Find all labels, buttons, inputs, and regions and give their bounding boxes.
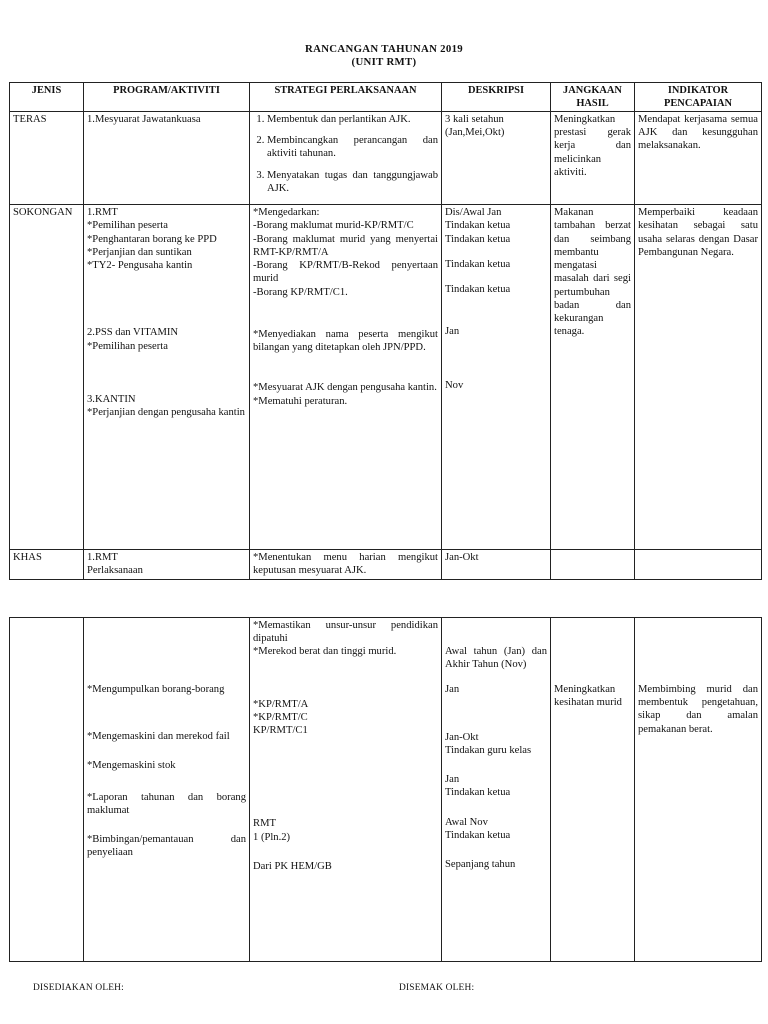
- khas-deskripsi: Jan-Okt: [442, 550, 551, 580]
- list-item: 2. Membincangkan perancangan dan aktiviti tahunan.: [267, 134, 438, 160]
- list-item: Membimbing murid dan membentuk pengetahuan, sikap dan amalan pemakanan berat.: [638, 684, 758, 735]
- page-subtitle: (UNIT RMT): [351, 56, 417, 68]
- cont-program: [84, 618, 250, 962]
- table-row-khas: [10, 550, 762, 580]
- list-item: -Borang KP/RMT/B-Rekod penyertaan murid: [253, 260, 438, 285]
- list-item: Jan: [445, 326, 460, 338]
- list-item: *Laporan tahunan dan borang maklumat: [87, 791, 246, 816]
- cont-jenis: [10, 618, 84, 962]
- list-item: 1 (Pln.2): [253, 831, 291, 843]
- sokongan-indikator: Memperbaiki keadaan kesihatan sebagai satu usaha selaras dengan Dasar Pembangunan Negara.: [635, 205, 762, 550]
- khas-indikator: [635, 550, 762, 580]
- list-item: *Mengemaskini dan merekod fail: [87, 731, 230, 743]
- list-item: *Mengumpulkan borang-borang: [87, 684, 225, 695]
- header-indikator: INDIKATOR PENCAPAIAN: [635, 83, 762, 112]
- list-item: *Mesyuarat AJK dengan pengusaha kantin.: [253, 382, 437, 394]
- plan-table-continued: [9, 617, 762, 962]
- sokongan-jenis: SOKONGAN: [10, 205, 84, 550]
- teras-program: 1.Mesyuarat Jawatankuasa: [84, 112, 250, 205]
- header-deskripsi: DESKRIPSI: [442, 83, 551, 112]
- checked-by-label: DISEMAK OLEH:: [399, 983, 475, 993]
- list-item: *Memastikan unsur-unsur pendidikan dipatuhi: [253, 620, 438, 645]
- list-item: Jan: [445, 774, 460, 786]
- list-item: *Pemilihan peserta: [87, 220, 168, 232]
- list-item: Dis/Awal Jan: [445, 207, 502, 219]
- header-program: PROGRAM/AKTIVITI: [84, 83, 250, 112]
- header-strategi: STRATEGI PERLAKSANAAN: [250, 83, 442, 112]
- list-item: Tindakan ketua: [445, 220, 511, 232]
- list-item: Awal tahun (Jan) dan Akhir Tahun (Nov): [445, 646, 547, 671]
- cont-deskripsi: [442, 618, 551, 962]
- list-item: RMT: [253, 818, 276, 830]
- list-item: Tindakan ketua: [445, 787, 511, 799]
- list-item: *Penghantaran borang ke PPD: [87, 233, 217, 245]
- list-item: Tindakan ketua: [445, 233, 511, 245]
- khas-strategi: *Menentukan menu harian mengikut keputusan mesyuarat AJK.: [250, 550, 442, 580]
- list-item: Jan-Okt: [445, 731, 479, 743]
- list-item: 1. Membentuk dan perlantikan AJK.: [267, 113, 438, 126]
- list-item: Tindakan ketua: [445, 258, 511, 270]
- header-jangkaan: JANGKAAN HASIL: [551, 83, 635, 112]
- list-item: KP/RMT/C1: [253, 725, 308, 737]
- teras-strategi: [250, 112, 442, 205]
- khas-jangkaan: [551, 550, 635, 580]
- list-item: Tindakan ketua: [445, 284, 511, 296]
- teras-deskripsi: 3 kali setahun (Jan,Mei,Okt): [442, 112, 551, 205]
- list-item: -Borang maklumat murid-KP/RMT/C: [253, 220, 414, 232]
- list-item: Nov: [445, 379, 464, 391]
- list-item: Tindakan guru kelas: [445, 744, 532, 756]
- list-item: *Perjanjian dengan pengusaha kantin: [87, 407, 245, 419]
- list-item: 3. Menyatakan tugas dan tanggungjawab AJK.: [267, 169, 438, 195]
- table-row-teras: [10, 112, 762, 205]
- prepared-by-label: DISEDIAKAN OLEH:: [33, 983, 124, 993]
- list-item: *Mengedarkan:: [253, 207, 320, 219]
- list-item: 2.PSS dan VITAMIN: [87, 327, 179, 339]
- khas-jenis: KHAS: [10, 550, 84, 580]
- list-item: *KP/RMT/A: [253, 698, 309, 710]
- sokongan-program: [84, 205, 250, 550]
- teras-jenis: TERAS: [10, 112, 84, 205]
- list-item: 1.RMT: [87, 552, 118, 564]
- cont-jangkaan: [551, 618, 635, 962]
- page-title: RANCANGAN TAHUNAN 2019: [305, 43, 463, 55]
- list-item: *Mengemaskini stok: [87, 760, 176, 772]
- list-item: *Perjanjian dan suntikan: [87, 246, 192, 258]
- list-item: Meningkatkan kesihatan murid: [554, 684, 622, 709]
- plan-table: [9, 82, 762, 580]
- table-row-continued: [10, 618, 762, 962]
- list-item: Awal Nov: [445, 816, 488, 828]
- list-item: *KP/RMT/C: [253, 711, 308, 723]
- list-item: Perlaksanaan: [87, 565, 143, 577]
- list-item: *Menyediakan nama peserta mengikut bilangan yang ditetapkan oleh JPN/PPD.: [253, 328, 438, 354]
- table-header-row: [10, 83, 762, 112]
- list-item: -Borang maklumat murid yang menyertai RMT-KP/RMT/A: [253, 233, 438, 258]
- header-jenis: JENIS: [10, 83, 84, 112]
- khas-program: [84, 550, 250, 580]
- sokongan-jangkaan: Makanan tambahan berzat dan seimbang membantu mengatasi masalah dari segi pertumbuhan badan dan kekurangan tenaga.: [551, 205, 635, 550]
- list-item: 3.KANTIN: [87, 393, 136, 405]
- cont-strategi: [250, 618, 442, 962]
- teras-strategi-list: [253, 113, 438, 195]
- cont-indikator: [635, 618, 762, 962]
- list-item: *Bimbingan/pemantauan dan penyeliaan: [87, 834, 246, 859]
- list-item: Jan: [445, 684, 460, 696]
- teras-indikator: Mendapat kerjasama semua AJK dan kesungguhan melaksanakan.: [635, 112, 762, 205]
- list-item: *Pemilihan peserta: [87, 340, 168, 352]
- list-item: Dari PK HEM/GB: [253, 860, 332, 872]
- list-item: *Mematuhi peraturan.: [253, 395, 348, 407]
- teras-jangkaan: Meningkatkan prestasi gerak kerja dan melicinkan aktiviti.: [551, 112, 635, 205]
- list-item: -Borang KP/RMT/C1.: [253, 286, 348, 298]
- list-item: *TY2- Pengusaha kantin: [87, 260, 193, 272]
- sokongan-strategi: [250, 205, 442, 550]
- list-item: 1.RMT: [87, 207, 118, 219]
- list-item: Sepanjang tahun: [445, 859, 516, 871]
- sokongan-deskripsi: [442, 205, 551, 550]
- list-item: Tindakan ketua: [445, 829, 511, 841]
- list-item: *Merekod berat dan tinggi murid.: [253, 646, 397, 658]
- table-row-sokongan: [10, 205, 762, 550]
